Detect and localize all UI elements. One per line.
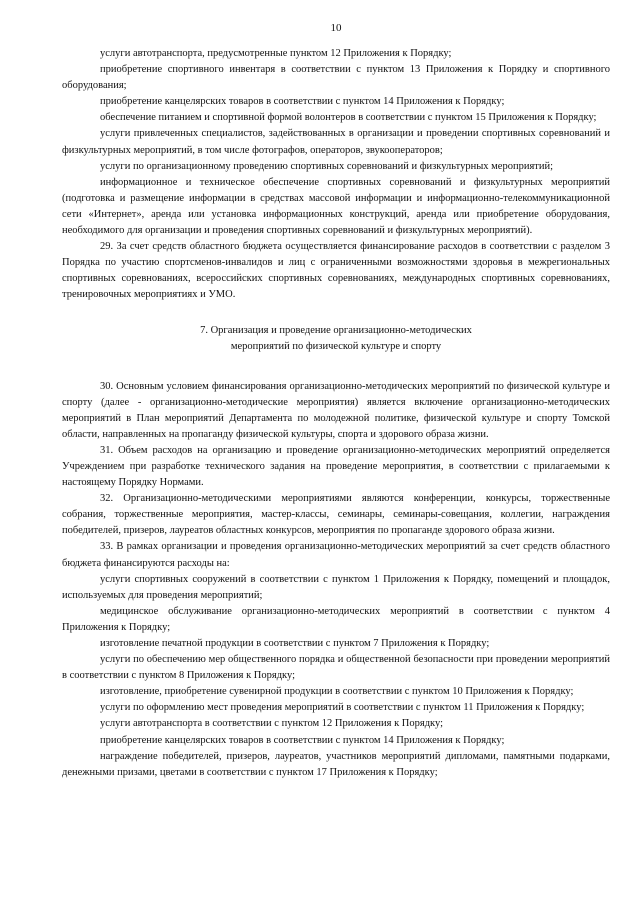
paragraph: информационное и техническое обеспечение спортивных соревнований и физкультурных мероприятий (подготовка и размещение информации в средствах массовой информации и информационно-телекоммуникационной сети «Интернет», аренда или установка информационных конструкций, аренда или приобретение оборудования, необходимого для организации и проведения спортивных соревнований и физкультурных мероприятий). [62, 176, 610, 237]
section-title [62, 323, 610, 355]
paragraph: услуги спортивных сооружений в соответствии с пунктом 1 Приложения к Порядку, помещений и площадок, используемых для проведения мероприятий; [62, 573, 610, 601]
paragraph-32: 32. Организационно-методическими мероприятиями являются конференции, конкурсы, торжественные собрания, торжественные мероприятия, мастер-классы, семинары, семинары-совещания, коллегии, награждения победителей, призеров, лауреатов областных конкурсов, мероприятия по пропаганде здорового образа жизни. [62, 493, 610, 537]
paragraph: изготовление печатной продукции в соответствии с пунктом 7 Приложения к Порядку; [100, 638, 490, 649]
paragraph: услуги привлеченных специалистов, задействованных в организации и проведении спортивных соревнований и физкультурных мероприятий, в том числе фотографов, операторов, звукооператоров; [62, 128, 610, 156]
section-title-line-2: мероприятий по физической культуре и спорту [230, 340, 442, 352]
paragraph-31: 31. Объем расходов на организацию и проведение организационно-методических мероприятий определяется Учреждением при разработке технического задания на проведение мероприятия, в соответствии с прилагаемыми к настоящему Порядку Нормами. [62, 444, 610, 489]
paragraph: награждение победителей, призеров, лауреатов, участников мероприятий дипломами, памятными подарками, денежными призами, цветами в соответствии с пунктом 17 Приложения к Порядку; [62, 750, 610, 778]
paragraph-29: 29. За счет средств областного бюджета осуществляется финансирование расходов в соответствии с разделом 3 Порядка по участию спортсменов-инвалидов и лиц с ограниченными возможностями здоровья в межрегиональных спортивных соревнованиях, всероссийских спортивных соревнованиях, международных спортивных соревнованиях, тренировочных мероприятиях и УМО. [62, 241, 610, 301]
paragraph: приобретение канцелярских товаров в соответствии с пунктом 14 Приложения к Порядку; [100, 734, 505, 746]
paragraph: услуги автотранспорта, предусмотренные пунктом 12 Приложения к Порядку; [100, 48, 452, 59]
document-body [62, 46, 610, 781]
page-number: 10 [330, 22, 342, 34]
paragraph: услуги по организационному проведению спортивных соревнований и физкультурных мероприятий; [100, 160, 554, 172]
paragraph: обеспечение питанием и спортивной формой волонтеров в соответствии с пунктом 15 Приложения к Порядку; [100, 112, 597, 124]
paragraph: услуги по оформлению мест проведения мероприятий в соответствии с пунктом 11 Приложения к Порядку; [100, 702, 585, 714]
paragraph: приобретение канцелярских товаров в соответствии с пунктом 14 Приложения к Порядку; [100, 96, 505, 108]
paragraph: услуги по обеспечению мер общественного порядка и общественной безопасности при проведении мероприятий в соответствии с пунктом 8 Приложения к Порядку; [62, 654, 610, 682]
paragraph-30: 30. Основным условием финансирования организационно-методических мероприятий по физической культуре и спорту (далее - организационно-методические мероприятия) является включение организационно-методических мероприятий в План мероприятий Департамента по молодежной политике, физической культуре и спорту Томской области, направленных на пропаганду физической культуры, спорта и здорового образа жизни. [62, 380, 610, 440]
paragraph: медицинское обслуживание организационно-методических мероприятий в соответствии с пунктом 4 Приложения к Порядку; [62, 605, 610, 633]
paragraph: приобретение спортивного инвентаря в соответствии с пунктом 13 Приложения к Порядку и спортивного оборудования; [62, 64, 610, 92]
paragraph-33: 33. В рамках организации и проведения организационно-методических мероприятий за счет средств областного бюджета финансируются расходы на: [62, 541, 610, 569]
paragraph: изготовление, приобретение сувенирной продукции в соответствии с пунктом 10 Приложения к Порядку; [100, 686, 574, 698]
section-title-line-1: 7. Организация и проведение организационно-методических [200, 324, 472, 336]
paragraph: услуги автотранспорта в соответствии с пунктом 12 Приложения к Порядку; [100, 718, 444, 730]
